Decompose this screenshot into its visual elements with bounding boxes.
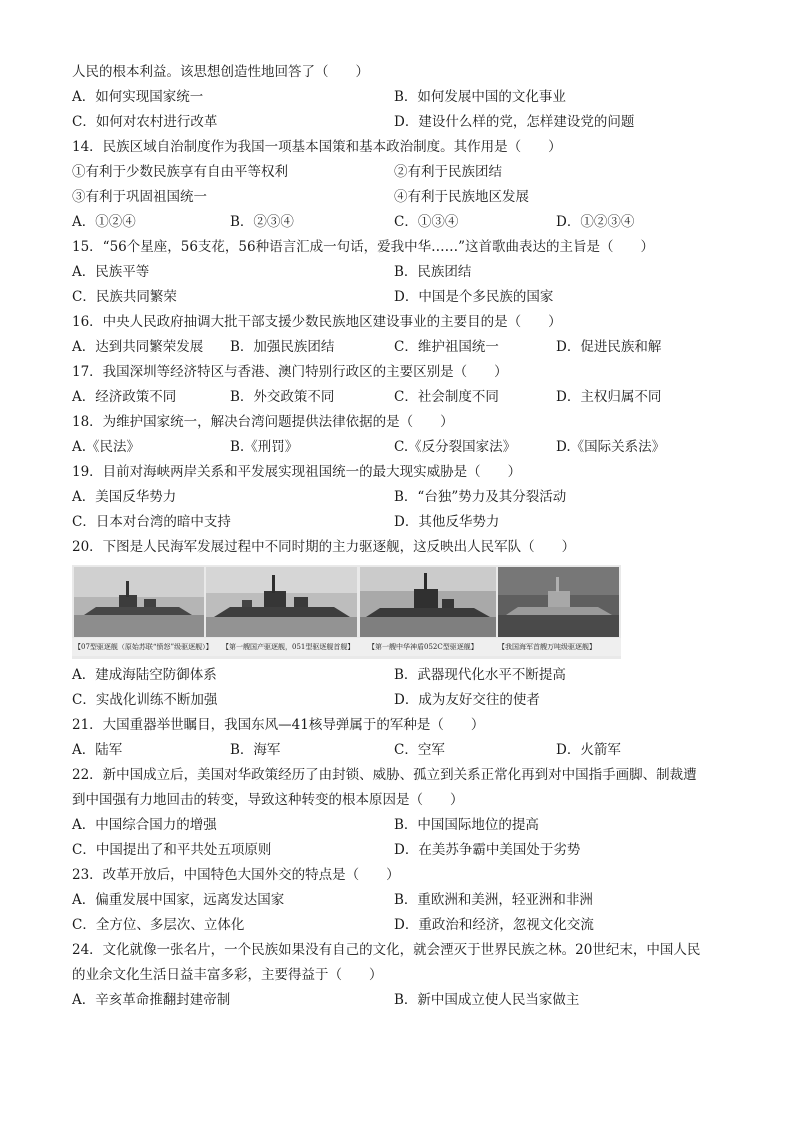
question-22-stem (72, 763, 732, 788)
question-19-stem (72, 460, 732, 485)
stem-text: 23．改革开放后，中国特色大国外交的特点是（ ） (72, 867, 400, 883)
option-d[interactable]: D．主权归属不同 (556, 389, 662, 405)
option-a[interactable]: A．陆军 (72, 742, 123, 758)
option-a[interactable]: A．美国反华势力 (72, 489, 177, 505)
option-row (72, 510, 732, 535)
photo-captions (72, 638, 621, 656)
option-a[interactable]: A．达到共同繁荣发展 (72, 339, 204, 355)
option-d[interactable]: D．①②③④ (556, 214, 635, 230)
option-d[interactable]: D.《国际关系法》 (556, 439, 666, 455)
option-a[interactable]: A．经济政策不同 (72, 389, 177, 405)
option-c[interactable]: C．日本对台湾的暗中支持 (72, 514, 231, 530)
option-d[interactable]: D．重政治和经济，忽视文化交流 (394, 917, 594, 933)
question-16-stem (72, 310, 732, 335)
option-a[interactable]: A．辛亥革命推翻封建帝制 (72, 992, 231, 1008)
option-b[interactable]: B．新中国成立使人民当家做主 (394, 992, 580, 1008)
option-b[interactable]: B．海军 (230, 742, 281, 758)
stem-text: 到中国强有力地回击的转变，导致这种转变的根本原因是（ ） (72, 792, 464, 808)
option-row (72, 663, 732, 688)
option-row (72, 688, 732, 713)
stem-text: 人民的根本利益。该思想创造性地回答了（ ） (72, 64, 369, 80)
option-row (72, 210, 732, 235)
stem-text: 20．下图是人民海军发展过程中不同时期的主力驱逐舰，这反映出人民军队（ ） (72, 539, 576, 555)
caption-2: 【第一艘国产驱逐舰，051型驱逐舰首舰】 (222, 643, 355, 651)
stem-text: 14．民族区域自治制度作为我国一项基本国策和基本政治制度。其作用是（ ） (72, 139, 562, 155)
option-a[interactable]: A．建成海陆空防御体系 (72, 667, 217, 683)
stem-text: 24．文化就像一张名片，一个民族如果没有自己的文化，就会湮灭于世界民族之林。20世纪末，中国人民 (72, 942, 701, 958)
question-22-stem-continued (72, 788, 732, 813)
stem-text: 21．大国重器举世瞩目，我国东风—41核导弹属于的军种是（ ） (72, 717, 485, 733)
option-a[interactable]: A.《民法》 (72, 439, 141, 455)
option-b[interactable]: B．加强民族团结 (230, 339, 335, 355)
option-b[interactable]: B.《刑罚》 (230, 439, 299, 455)
option-row (72, 260, 732, 285)
option-row (72, 988, 732, 1013)
option-c[interactable]: C．中国提出了和平共处五项原则 (72, 842, 272, 858)
statement-1: ①有利于少数民族享有自由平等权利 (72, 164, 288, 180)
option-b[interactable]: B．重欧洲和美洲，轻亚洲和非洲 (394, 892, 593, 908)
statement-4: ④有利于民族地区发展 (394, 189, 529, 205)
option-d[interactable]: D．中国是个多民族的国家 (394, 289, 554, 305)
option-b[interactable]: B．②③④ (230, 214, 294, 230)
question-14-stem (72, 135, 732, 160)
statement-2: ②有利于民族团结 (394, 164, 502, 180)
option-b[interactable]: B．如何发展中国的文化事业 (394, 89, 566, 105)
option-row (72, 285, 732, 310)
question-21-stem (72, 713, 732, 738)
option-c[interactable]: C.《反分裂国家法》 (394, 439, 517, 455)
destroyer-photo-strip (72, 565, 621, 659)
question-24-stem-continued (72, 963, 732, 988)
option-b[interactable]: B．外交政策不同 (230, 389, 335, 405)
option-b[interactable]: B．“台独”势力及其分裂活动 (394, 489, 567, 505)
statement-row (72, 160, 732, 185)
statement-row (72, 185, 732, 210)
option-row (72, 913, 732, 938)
stem-text: 的业余文化生活日益丰富多彩，主要得益于（ ） (72, 967, 383, 983)
option-a[interactable]: A．①②④ (72, 214, 136, 230)
option-c[interactable]: C．社会制度不同 (394, 389, 499, 405)
option-row (72, 888, 732, 913)
option-a[interactable]: A．如何实现国家统一 (72, 89, 204, 105)
question-stem-continuation (72, 60, 732, 85)
option-c[interactable]: C．维护祖国统一 (394, 339, 499, 355)
stem-text: 22．新中国成立后，美国对华政策经历了由封锁、威胁、孤立到关系正常化再到对中国指手画脚、制裁遭 (72, 767, 697, 783)
option-d[interactable]: D．促进民族和解 (556, 339, 662, 355)
destroyer-photo-1 (74, 567, 204, 637)
option-a[interactable]: A．偏重发展中国家，远离发达国家 (72, 892, 285, 908)
option-d[interactable]: D．成为友好交往的使者 (394, 692, 540, 708)
question-20-stem (72, 535, 732, 560)
option-c[interactable]: C．实战化训练不断加强 (72, 692, 218, 708)
stem-text: 16．中央人民政府抽调大批干部支援少数民族地区建设事业的主要目的是（ ） (72, 314, 562, 330)
option-row (72, 435, 732, 460)
destroyer-photo-3 (360, 567, 496, 637)
option-a[interactable]: A．中国综合国力的增强 (72, 817, 217, 833)
stem-text: 18．为维护国家统一，解决台湾问题提供法律依据的是（ ） (72, 414, 454, 430)
option-row (72, 385, 732, 410)
stem-text: 17．我国深圳等经济特区与香港、澳门特别行政区的主要区别是（ ） (72, 364, 508, 380)
option-c[interactable]: C．全方位、多层次、立体化 (72, 917, 245, 933)
option-d[interactable]: D．火箭军 (556, 742, 621, 758)
option-c[interactable]: C．如何对农村进行改革 (72, 114, 218, 130)
caption-3: 【第一艘中华神盾052C型驱逐舰】 (368, 643, 478, 651)
option-c[interactable]: C．民族共同繁荣 (72, 289, 177, 305)
option-d[interactable]: D．在美苏争霸中美国处于劣势 (394, 842, 581, 858)
option-b[interactable]: B．民族团结 (394, 264, 472, 280)
option-c[interactable]: C．空军 (394, 742, 445, 758)
caption-1: 【07型驱逐舰（原始苏联“愤怒”级驱逐舰）】 (74, 643, 213, 651)
option-b[interactable]: B．武器现代化水平不断提高 (394, 667, 566, 683)
stem-text: 19．目前对海峡两岸关系和平发展实现祖国统一的最大现实威胁是（ ） (72, 464, 522, 480)
question-18-stem (72, 410, 732, 435)
option-b[interactable]: B．中国国际地位的提高 (394, 817, 539, 833)
option-a[interactable]: A．民族平等 (72, 264, 150, 280)
option-c[interactable]: C．①③④ (394, 214, 459, 230)
option-row (72, 335, 732, 360)
option-row (72, 838, 732, 863)
question-15-stem (72, 235, 732, 260)
question-17-stem (72, 360, 732, 385)
destroyer-photo-2 (206, 567, 357, 637)
option-row (72, 738, 732, 763)
option-row (72, 485, 732, 510)
option-d[interactable]: D．建设什么样的党，怎样建设党的问题 (394, 114, 635, 130)
question-23-stem (72, 863, 732, 888)
question-24-stem (72, 938, 732, 963)
caption-4: 【我国海军首艘万吨级驱逐舰】 (498, 643, 596, 651)
option-row (72, 85, 732, 110)
statement-3: ③有利于巩固祖国统一 (72, 189, 207, 205)
option-row (72, 813, 732, 838)
option-d[interactable]: D．其他反华势力 (394, 514, 500, 530)
option-row (72, 110, 732, 135)
stem-text: 15．“56个星座，56支花，56种语言汇成一句话，爱我中华……”这首歌曲表达的主旨是（ ） (72, 239, 655, 255)
destroyer-photo-4 (498, 567, 619, 637)
